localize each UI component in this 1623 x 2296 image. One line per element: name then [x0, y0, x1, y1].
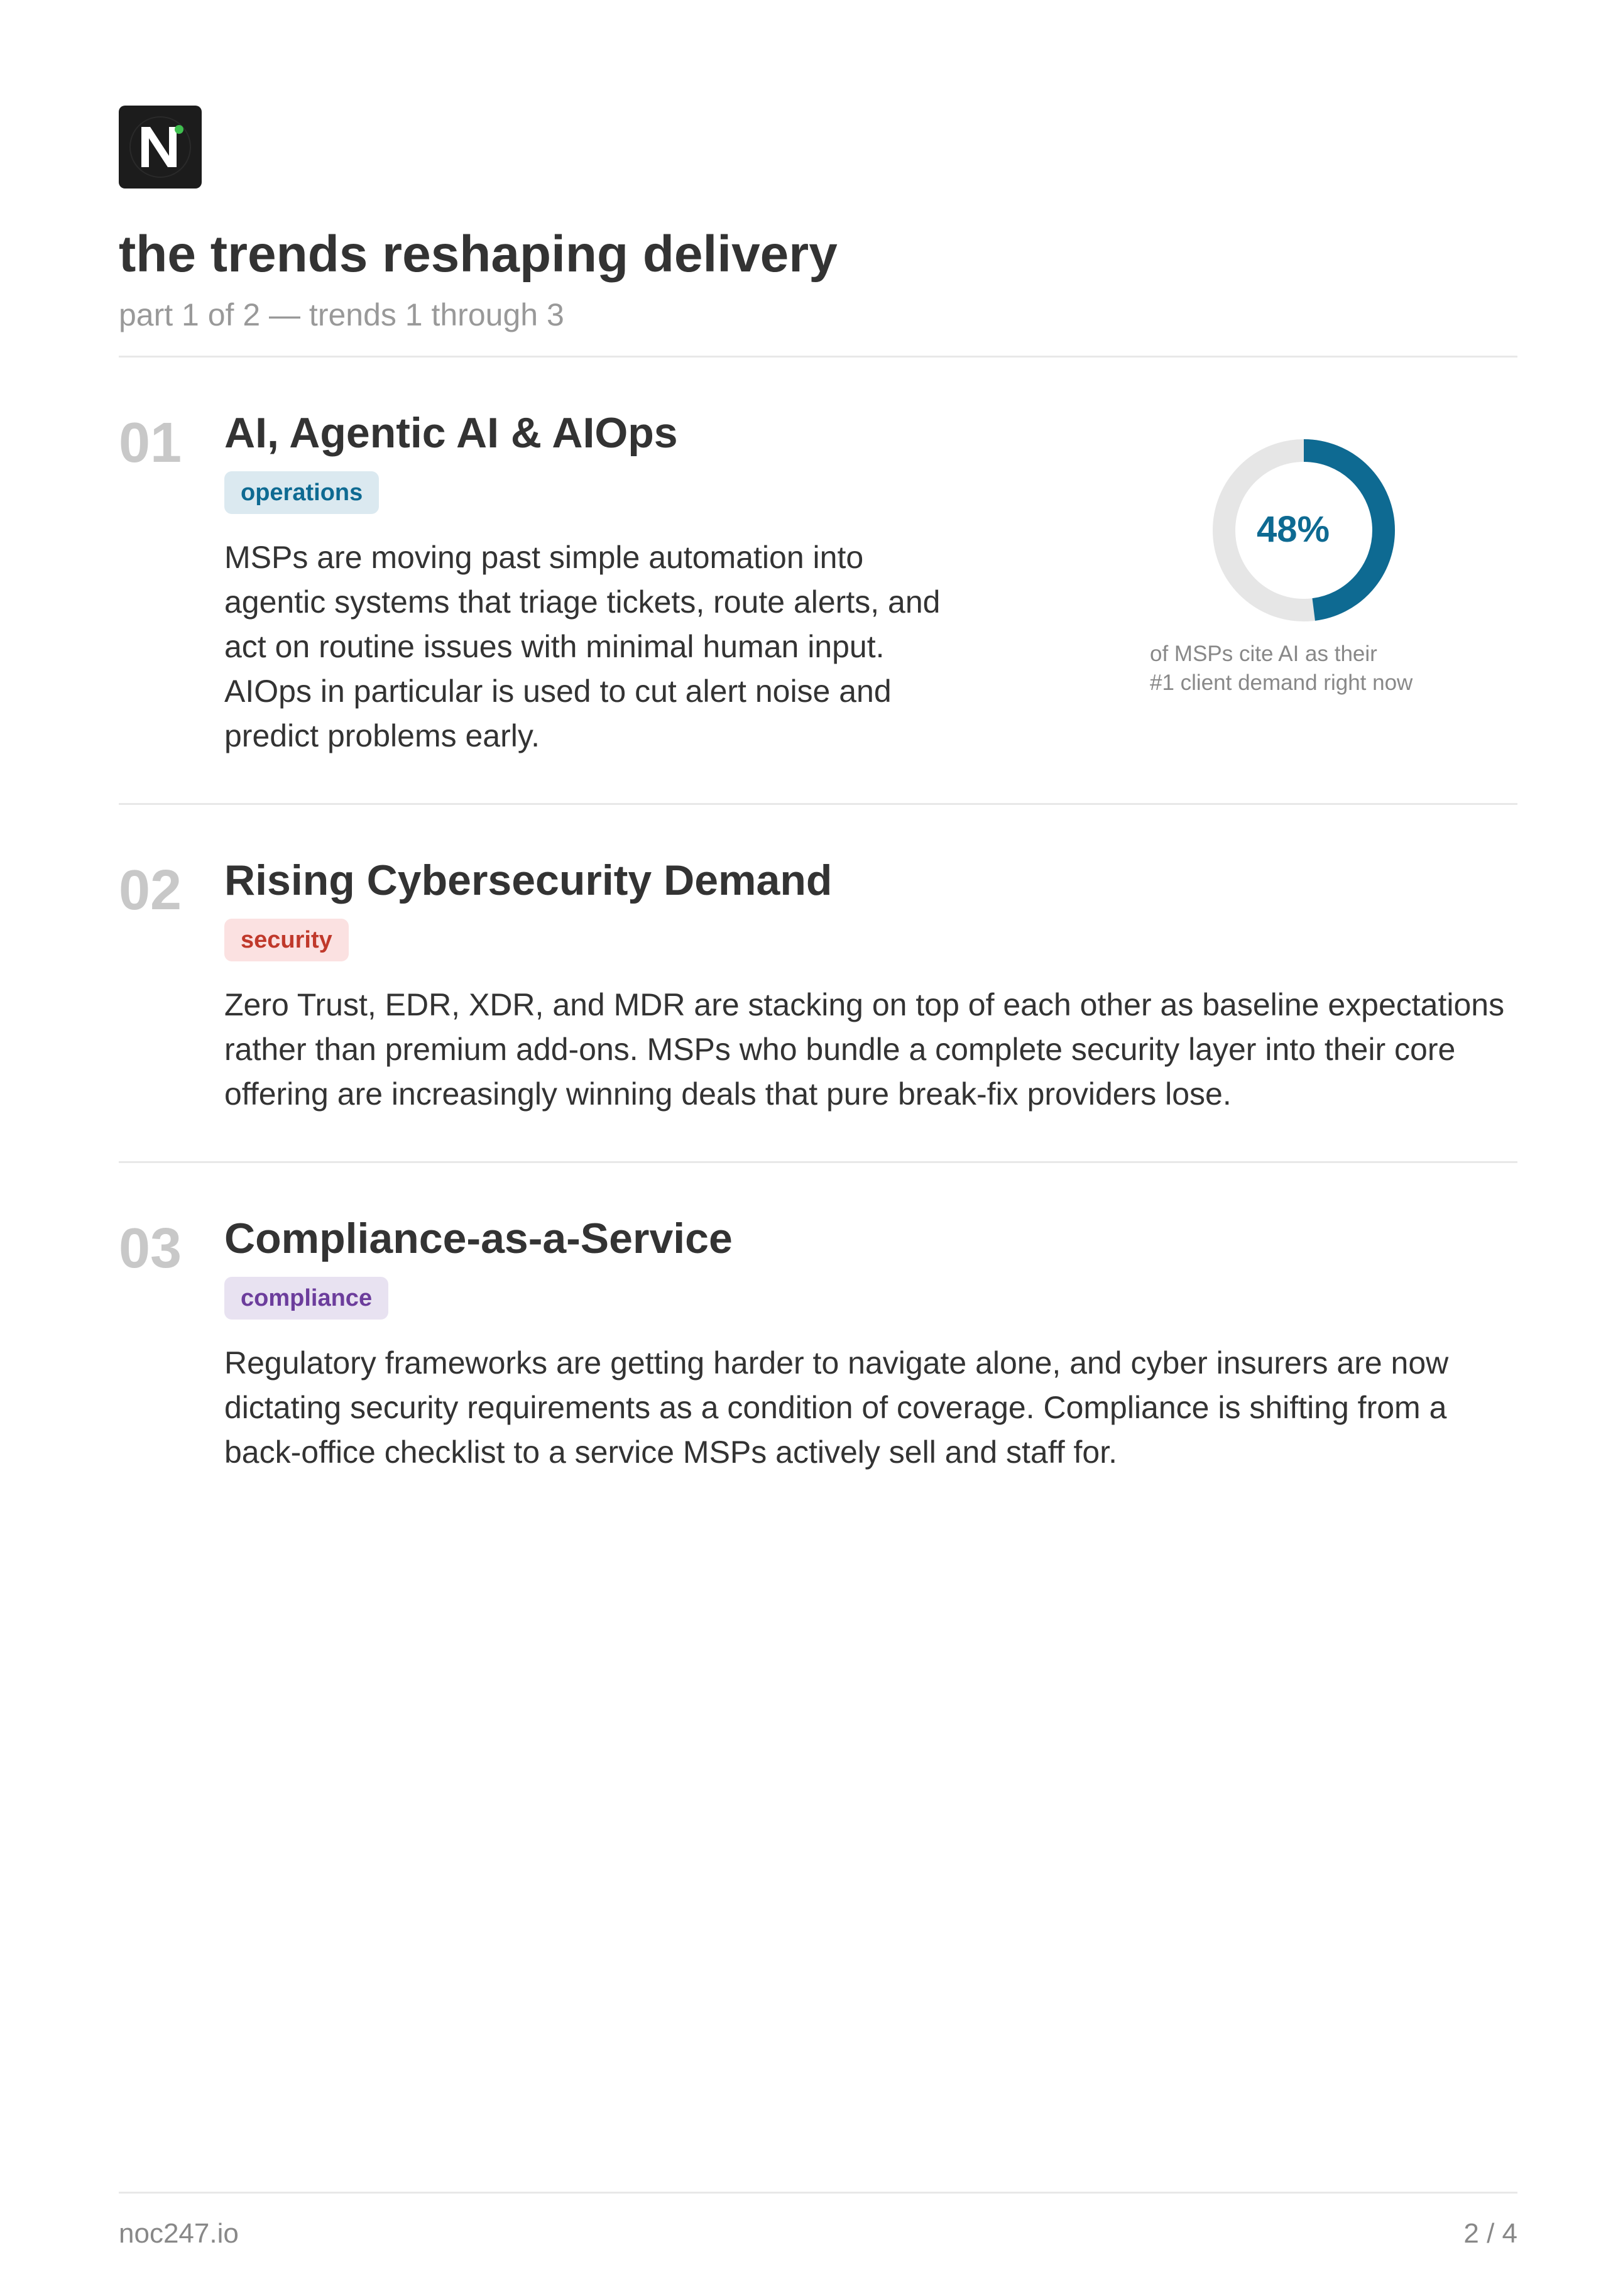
trend-number: 02 — [119, 859, 182, 922]
category-tag: security — [224, 919, 349, 961]
page-number: 2 / 4 — [1463, 2218, 1517, 2249]
stat-caption-line: of MSPs cite AI as their — [1150, 642, 1377, 666]
logo-graphic — [119, 106, 202, 189]
trend-title: Compliance-as-a-Service — [224, 1215, 733, 1262]
category-tag: operations — [224, 471, 379, 514]
trend-number: 03 — [119, 1217, 182, 1280]
donut-percent-label: 48% — [1256, 509, 1330, 550]
stat-caption-line: #1 client demand right now — [1150, 670, 1413, 695]
category-tag: compliance — [224, 1277, 388, 1320]
page-title: the trends reshaping delivery — [119, 226, 838, 283]
trend-description: Regulatory frameworks are getting harder to navigate alone, and cyber insurers are now dictating security requirements as a condition of coverage. Compliance is shifting from a back-office checklist to a service MSPs actively sell and staff for. — [224, 1345, 1449, 1470]
trend-description: Zero Trust, EDR, XDR, and MDR are stacking on top of each other as baseline expectations rather than premium add-ons. MSPs who bundle a complete security layer into their core offering are increasingly winning deals that pure break-fix providers lose. — [224, 987, 1505, 1112]
stat-caption — [1150, 640, 1477, 697]
trend-title: Rising Cybersecurity Demand — [224, 856, 833, 904]
footer-divider — [119, 2192, 1517, 2194]
divider — [119, 1161, 1517, 1163]
divider — [119, 356, 1517, 358]
divider — [119, 803, 1517, 805]
noc247-logo-icon — [119, 106, 202, 189]
stat-donut-chart — [1210, 436, 1398, 625]
page-subtitle: part 1 of 2 — trends 1 through 3 — [119, 297, 564, 332]
trend-number: 01 — [119, 412, 182, 474]
footer-site: noc247.io — [119, 2218, 239, 2249]
trend-description: MSPs are moving past simple automation into agentic systems that triage tickets, route alerts, and act on routine issues with minimal human input. AIOps in particular is used to cut alert noise and predict problems early. — [224, 540, 941, 753]
trend-title: AI, Agentic AI & AIOps — [224, 409, 678, 457]
